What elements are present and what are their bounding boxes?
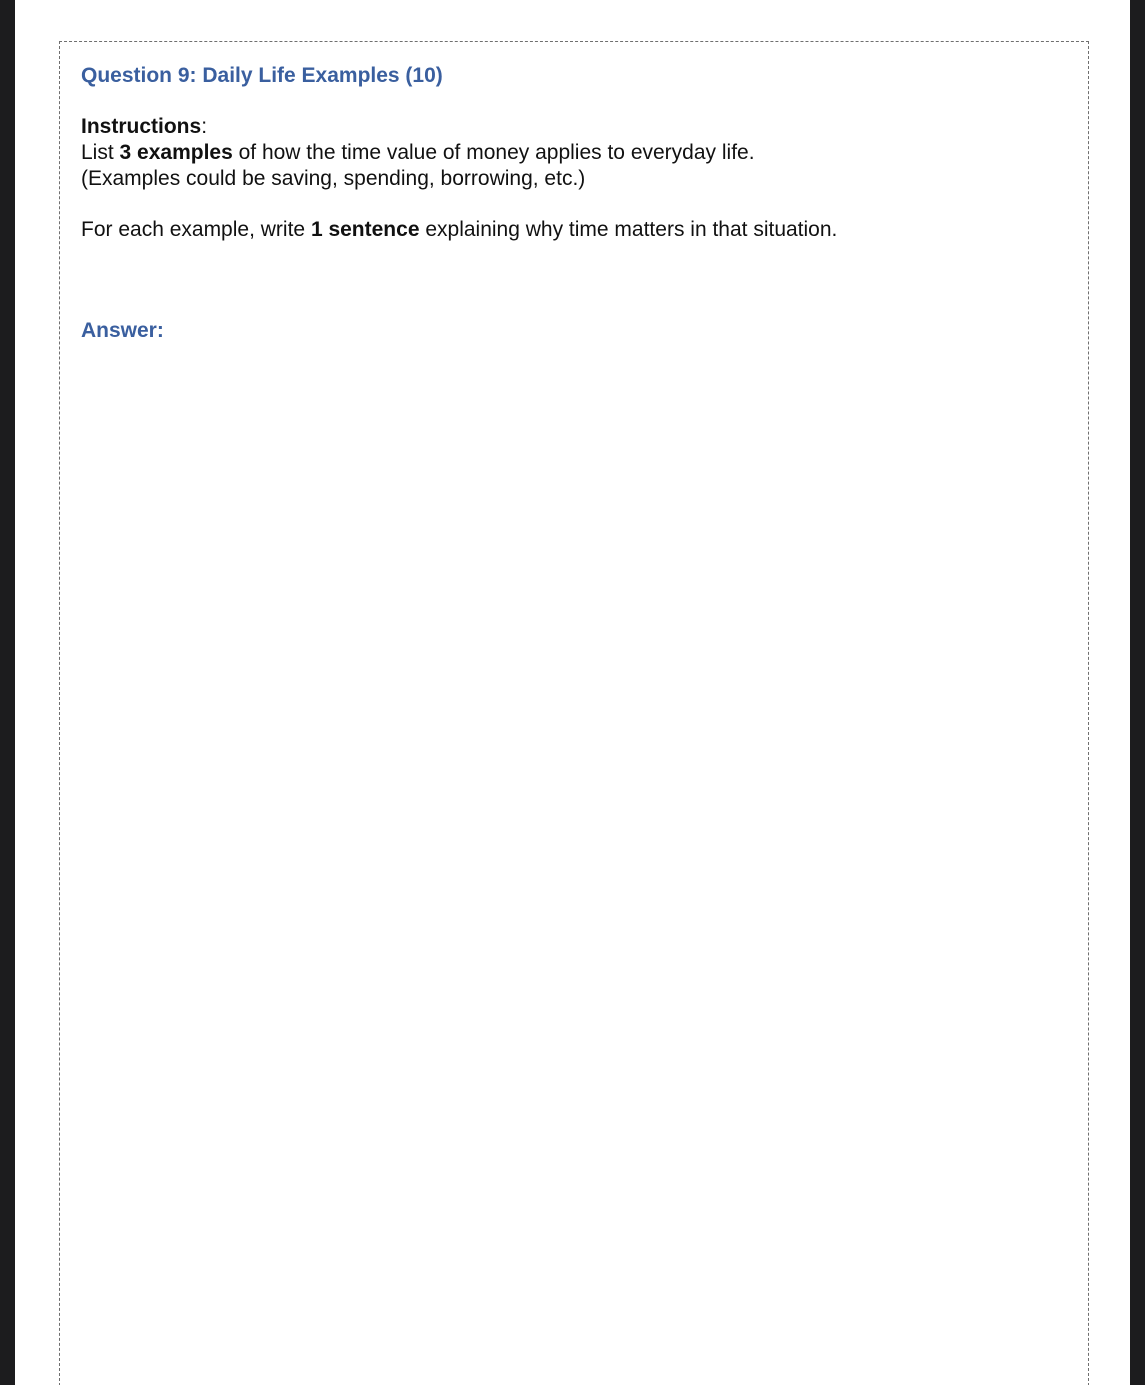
question-box (59, 41, 1089, 1385)
document-page (15, 0, 1130, 1385)
instructions-heading: Instructions (81, 115, 202, 138)
instruction-line-1-end: of how the time value of money applies to everyday life. (232, 141, 755, 164)
instructions-block (81, 114, 1061, 243)
instruction-line-3-start: For each example, write (81, 218, 311, 241)
instruction-line-3-emphasis: 1 sentence (310, 218, 420, 241)
question-title: Question 9: Daily Life Examples (10) (81, 64, 443, 87)
answer-area[interactable] (81, 357, 1061, 1377)
instruction-line-3 (81, 217, 1061, 243)
answer-label: Answer: (81, 319, 164, 342)
paragraph-gap (81, 192, 1061, 217)
instruction-line-3-end: explaining why time matters in that situation. (419, 218, 838, 241)
instruction-line-2: (Examples could be saving, spending, borrowing, etc.) (81, 167, 586, 190)
instruction-line-1-start: List (81, 141, 120, 164)
instruction-line-1-emphasis: 3 examples (119, 141, 233, 164)
instruction-line-1 (81, 140, 1061, 166)
instructions-heading-colon: : (201, 115, 208, 138)
instructions-heading-line (81, 114, 1061, 140)
